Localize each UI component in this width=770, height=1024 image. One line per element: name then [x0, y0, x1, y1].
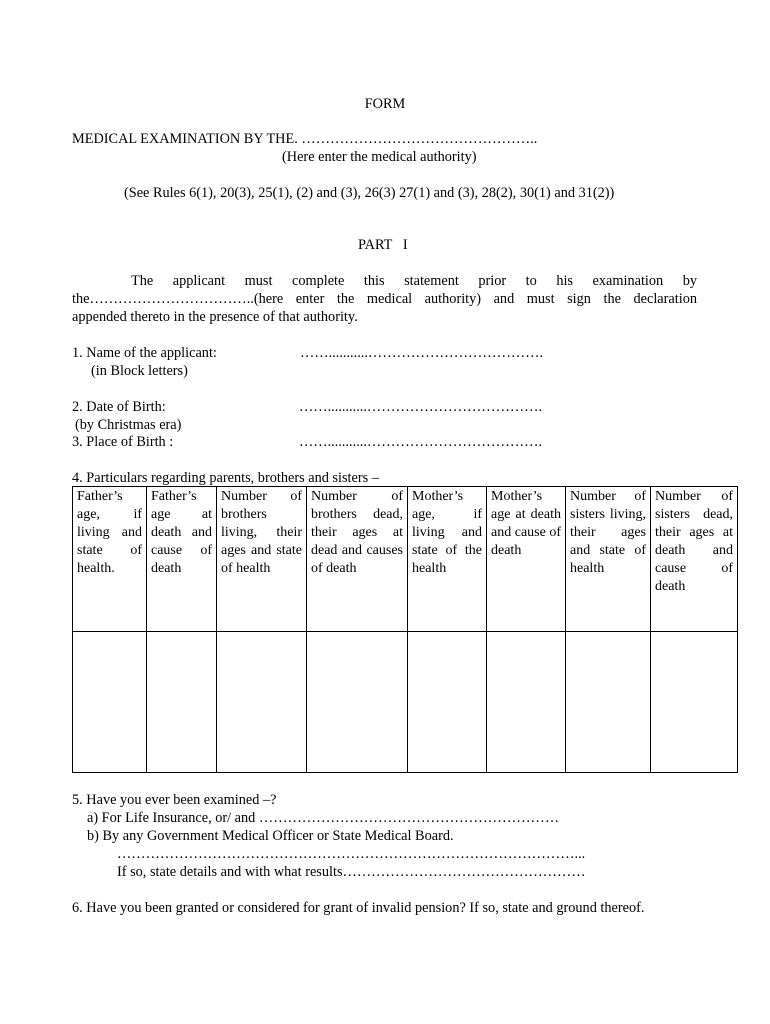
header-text: Number of sisters dead, their ages at death and cause of death: [655, 489, 733, 594]
entry-mother-living[interactable]: [408, 632, 487, 773]
exam-authority-line: MEDICAL EXAMINATION BY THE. …………………………………………..: [72, 131, 538, 147]
entry-father-death[interactable]: [147, 632, 217, 773]
question-5-details: If so, state details and with what results……………………………………………: [117, 864, 586, 880]
intro-line-3: appended thereto in the presence of that authority.: [72, 309, 358, 325]
entry-sisters-dead[interactable]: [651, 632, 738, 773]
header-text: Mother’s age, if living and state of the health: [412, 489, 482, 576]
header-text: Mother’s age at death and cause of death: [491, 489, 561, 558]
form-title: FORM: [364, 96, 406, 112]
question-5-answer-line[interactable]: ……………………………………………………………………………………...: [117, 846, 586, 862]
rules-reference: (See Rules 6(1), 20(3), 25(1), (2) and (3), 26(3) 27(1) and (3), 28(2), 30(1) and 31(2)): [124, 185, 615, 201]
entry-father-living[interactable]: [73, 632, 147, 773]
entry-brothers-dead[interactable]: [307, 632, 408, 773]
entry-sisters-living[interactable]: [566, 632, 651, 773]
place-of-birth-field[interactable]: ……...........……………………………….: [299, 434, 543, 450]
table-entry-row: [73, 632, 738, 773]
family-particulars-table: [72, 486, 738, 773]
header-text: Number of brothers living, their ages and state of health: [221, 489, 302, 576]
applicant-name-label: 1. Name of the applicant:: [72, 345, 217, 361]
intro-line-2: the……………………………..(here enter the medical authority) and must sign the declaration: [72, 291, 697, 307]
applicant-name-field[interactable]: ……...........……………………………….: [300, 345, 544, 361]
header-brothers-living: [217, 487, 307, 632]
header-text: Number of sisters living, their ages and state of health: [570, 489, 646, 576]
header-text: Father’s age at death and cause of death: [151, 489, 212, 576]
entry-brothers-living[interactable]: [217, 632, 307, 773]
header-father-living: [73, 487, 147, 632]
header-brothers-dead: [307, 487, 408, 632]
intro-line-1: The applicant must complete this statement prior to his examination by: [131, 273, 697, 289]
place-of-birth-label: 3. Place of Birth :: [72, 434, 174, 450]
date-of-birth-label: 2. Date of Birth:: [72, 399, 166, 415]
applicant-name-hint: (in Block letters): [91, 363, 188, 379]
header-sisters-living: [566, 487, 651, 632]
date-of-birth-hint: (by Christmas era): [75, 417, 182, 433]
question-6: 6. Have you been granted or considered for grant of invalid pension? If so, state and ground thereof.: [72, 900, 645, 916]
header-father-death: [147, 487, 217, 632]
authority-hint: (Here enter the medical authority): [282, 149, 477, 165]
header-sisters-dead: [651, 487, 738, 632]
entry-mother-death[interactable]: [487, 632, 566, 773]
question-5a: a) For Life Insurance, or/ and ………………………………………………………: [87, 810, 560, 826]
date-of-birth-field[interactable]: ……...........……………………………….: [299, 399, 543, 415]
header-mother-living: [408, 487, 487, 632]
question-5b: b) By any Government Medical Officer or State Medical Board.: [87, 828, 454, 844]
header-text: Father’s age, if living and state of health.: [77, 489, 142, 576]
question-5: 5. Have you ever been examined –?: [72, 792, 277, 808]
particulars-label: 4. Particulars regarding parents, brothers and sisters –: [72, 470, 379, 486]
header-mother-death: [487, 487, 566, 632]
table-header-row: [73, 487, 738, 632]
header-text: Number of brothers dead, their ages at dead and causes of death: [311, 489, 403, 576]
part-title: PART I: [358, 237, 408, 253]
